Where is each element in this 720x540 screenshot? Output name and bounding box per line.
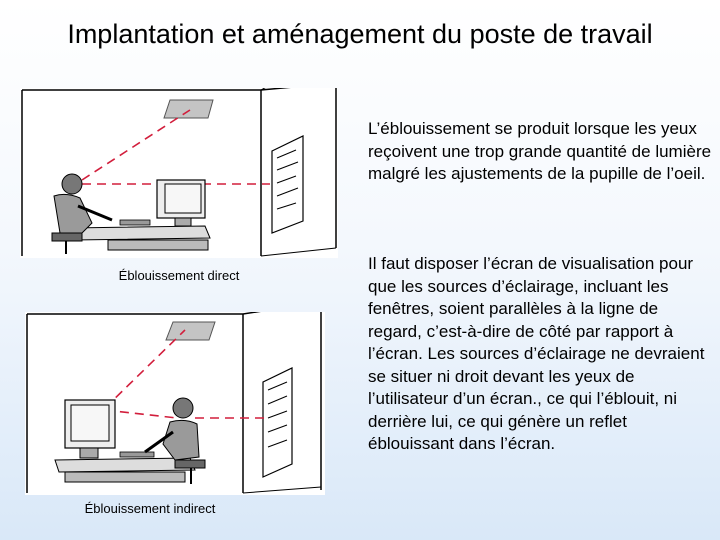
direct-glare-caption: Éblouissement direct <box>118 268 240 283</box>
glare-definition-paragraph: L’éblouissement se produit lorsque les yeux reçoivent une trop grande quantité de lumière malgré les ajustements de la pupille de l’oeil. <box>368 119 712 183</box>
indirect-glare-caption: Éblouissement indirect <box>84 501 216 516</box>
slide-title: Implantation et aménagement du poste de travail <box>67 19 653 49</box>
indirect-glare-illustration <box>25 312 325 495</box>
screen-placement-paragraph: Il faut disposer l’écran de visualisation pour que les sources d’éclairage, incluant les fenêtres, soient parallèles à la ligne de regard, c’est-à-dire de côté par rapport à l’écran. Les sources d’éclairage ne devraient se situer ni droit devant les yeux de l’utilisateur d’un écran., ce qui l’éblouit, ni derrière lui, ce qui génère un reflet éblouissant dans l’écran. <box>368 254 705 453</box>
direct-glare-illustration <box>20 88 338 258</box>
